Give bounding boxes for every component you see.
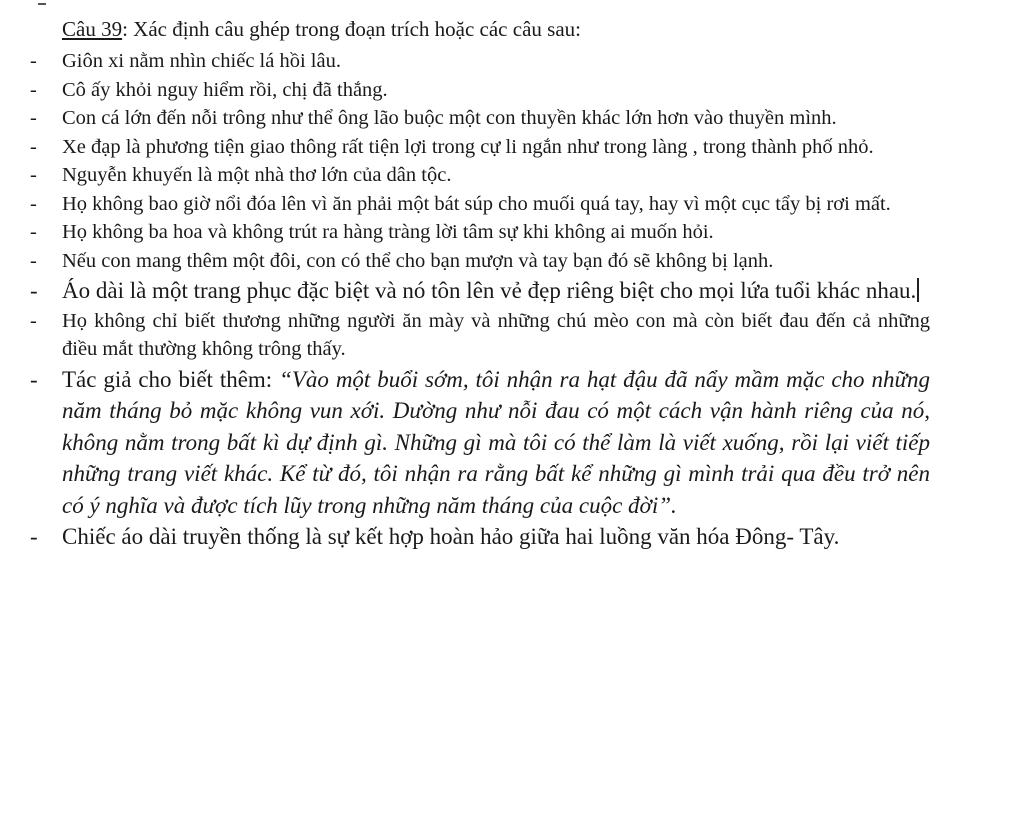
list-item	[30, 76, 930, 105]
list-item-text: Họ không ba hoa và không trút ra hàng tràng lời tâm sự khi không ai muốn hỏi.	[62, 221, 714, 243]
bullet-dash: -	[30, 309, 37, 332]
bullet-dash: -	[30, 107, 37, 129]
list-item	[30, 307, 930, 364]
bullet-dash: -	[30, 164, 37, 186]
list-item-text: Giôn xi nằm nhìn chiếc lá hồi lâu.	[62, 50, 341, 72]
bullet-dash: -	[30, 192, 37, 215]
list-item-text	[62, 275, 930, 307]
bullet-dash: -	[30, 221, 37, 243]
quote-text: “Vào một buổi sớm, tôi nhận ra hạt đậu đã nẩy mầm mặc cho những năm tháng bỏ mặc không vun xới. Dường như nỗi đau có một cách vận hành riêng của nó, không nằm trong bất kì dự định gì. Những gì mà tôi có thể làm là viết xuống, rồi lại viết tiếp những trang viết khác. Kể từ đó, tôi nhận ra rằng bất kể những gì mình trải qua đều trở nên có ý nghĩa và được tích lũy trong những năm tháng của cuộc đời”.	[62, 366, 930, 518]
bullet-dash: -	[30, 135, 37, 158]
list-item-text: Chiếc áo dài truyền thống là sự kết hợp hoàn hảo giữa hai luồng văn hóa Đông- Tây.	[62, 524, 840, 549]
bullet-dash: -	[30, 249, 37, 272]
bullet-dash: -	[30, 50, 37, 72]
list-item	[30, 161, 930, 190]
list-item	[30, 364, 930, 522]
page-mark	[38, 3, 46, 5]
list-item	[30, 47, 930, 76]
list-item-text-content: Áo dài là một trang phục đặc biệt và nó tôn lên vẻ đẹp riêng biệt cho mọi lứa tuổi khác nhau.	[62, 278, 917, 303]
list-item-text: Nếu con mang thêm một đôi, con có thể cho bạn mượn và tay bạn đó sẽ không bị lạnh.	[62, 249, 774, 272]
question-number: Câu 39	[62, 17, 123, 41]
list-item-text: Nguyễn khuyến là một nhà thơ lớn của dân tộc.	[62, 164, 452, 186]
quote-intro: Tác giả cho biết thêm:	[62, 366, 280, 392]
list-item	[30, 275, 930, 307]
question-text: : Xác định câu ghép trong đoạn trích hoặc các câu sau:	[122, 17, 581, 41]
list-item-text: Họ không chỉ biết thương những người ăn mày và những chú mèo con mà còn biết đau đến cả những điều mắt thường không trông thấy.	[62, 309, 930, 360]
bullet-dash: -	[30, 278, 38, 303]
list-item	[30, 133, 930, 162]
bullet-dash: -	[30, 524, 38, 549]
list-item-text: Cô ấy khỏi nguy hiểm rồi, chị đã thắng.	[62, 78, 388, 101]
list-item-text: Họ không bao giờ nổi đóa lên vì ăn phải một bát súp cho muối quá tay, hay vì một cục tẩy bị rơi mất.	[62, 192, 891, 215]
list-item	[30, 190, 930, 219]
bullet-dash: -	[30, 78, 37, 101]
list-item	[30, 218, 930, 247]
list-item-text: Xe đạp là phương tiện giao thông rất tiện lợi trong cự li ngắn như trong làng , trong thành phố nhỏ.	[62, 135, 874, 158]
bullet-dash: -	[30, 366, 38, 392]
list-item	[30, 521, 930, 553]
list-item-text: Con cá lớn đến nỗi trông như thể ông lão buộc một con thuyền khác lớn hơn vào thuyền mình.	[62, 107, 837, 129]
sentence-list	[30, 47, 930, 553]
question-heading	[62, 14, 581, 44]
list-item	[30, 247, 930, 276]
list-item-text	[62, 364, 930, 522]
list-item	[30, 104, 930, 133]
text-cursor	[917, 278, 919, 302]
